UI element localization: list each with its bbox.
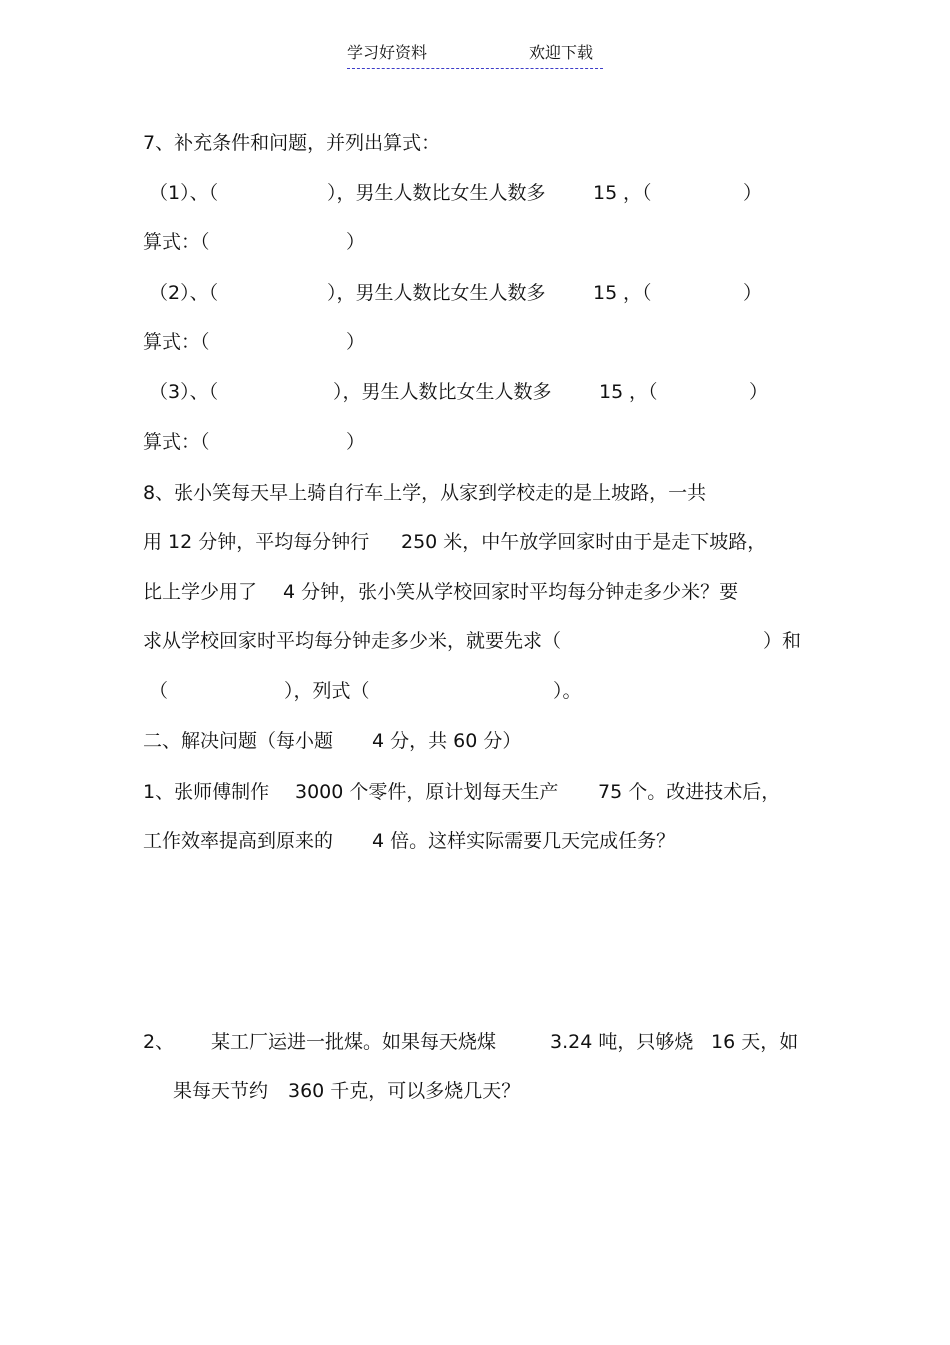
problem-2-line-2a: 果每天节约 [173, 1080, 269, 1102]
section-2-title-b: 4 分，共 60 分） [372, 730, 522, 752]
q8-line-5c: ）。 [553, 680, 582, 702]
q7-item-3-prefix: （3）、（ [149, 381, 219, 403]
problem-2-line-1a: 某工厂运进一批煤。如果每天烧煤 [211, 1031, 497, 1053]
problem-1-line-1b: 3000 个零件，原计划每天生产 [295, 781, 559, 803]
problem-2-line-1b: 3.24 吨，只够烧 [550, 1031, 694, 1053]
q7-item-2-number: 15 [593, 282, 618, 304]
problem-2-line-2b: 360 千克，可以多烧几天？ [288, 1080, 521, 1102]
q7-item-2-suffix: ，（ [623, 282, 652, 304]
q7-item-2-prefix: （2）、（ [149, 282, 219, 304]
q7-item-3-number: 15 [599, 381, 624, 403]
header-left-text: 学习好资料 [347, 43, 428, 62]
q7-formula-3-close: ） [346, 431, 366, 453]
q7-item-1-middle: ），男生人数比女生人数多 [327, 182, 546, 204]
q7-formula-2-label: 算式：（ [143, 331, 210, 353]
q7-item-1-close: ） [743, 182, 763, 204]
q7-formula-1-label: 算式：（ [143, 231, 210, 253]
q8-line-2b: 250 米，中午放学回家时由于是走下坡路， [401, 531, 767, 553]
q8-line-4a: 求从学校回家时平均每分钟走多少米，就要先求（ [143, 630, 562, 652]
q7-title: 7、补充条件和问题，并列出算式： [143, 132, 441, 154]
q7-item-1-prefix: （1）、（ [149, 182, 219, 204]
q7-item-1-number: 15 [593, 182, 618, 204]
problem-2-number: 2、 [143, 1031, 175, 1053]
q8-line-4b: ）和 [763, 630, 802, 652]
q8-line-2a: 用 12 分钟，平均每分钟行 [143, 531, 370, 553]
section-2-title-a: 二、解决问题（每小题 [143, 730, 334, 752]
q7-item-3-suffix: ，（ [629, 381, 658, 403]
problem-1-line-1a: 1、张师傅制作 [143, 781, 270, 803]
problem-2-line-1c: 16 天，如 [711, 1031, 799, 1053]
q7-formula-2-close: ） [346, 331, 366, 353]
q7-item-1-suffix: ，（ [623, 182, 652, 204]
q8-line-3b: 4 分钟，张小笑从学校回家时平均每分钟走多少米？要 [283, 581, 739, 603]
q8-line-1: 8、张小笑每天早上骑自行车上学，从家到学校走的是上坡路，一共 [143, 482, 707, 504]
q7-formula-3-label: 算式：（ [143, 431, 210, 453]
q7-item-2-close: ） [743, 282, 763, 304]
q8-line-5b: ），列式（ [284, 680, 370, 702]
q7-item-2-middle: ），男生人数比女生人数多 [327, 282, 546, 304]
q7-item-3-close: ） [749, 381, 769, 403]
q8-line-5a: （ [149, 680, 169, 702]
problem-1-line-1c: 75 个。改进技术后， [598, 781, 781, 803]
q8-line-3a: 比上学少用了 [143, 581, 258, 603]
header-right-text: 欢迎下载 [529, 43, 594, 62]
problem-1-line-2b: 4 倍。这样实际需要几天完成任务？ [372, 830, 676, 852]
q7-formula-1-close: ） [346, 231, 366, 253]
problem-1-line-2a: 工作效率提高到原来的 [143, 830, 334, 852]
q7-item-3-middle: ），男生人数比女生人数多 [333, 381, 552, 403]
page-header [347, 42, 603, 69]
